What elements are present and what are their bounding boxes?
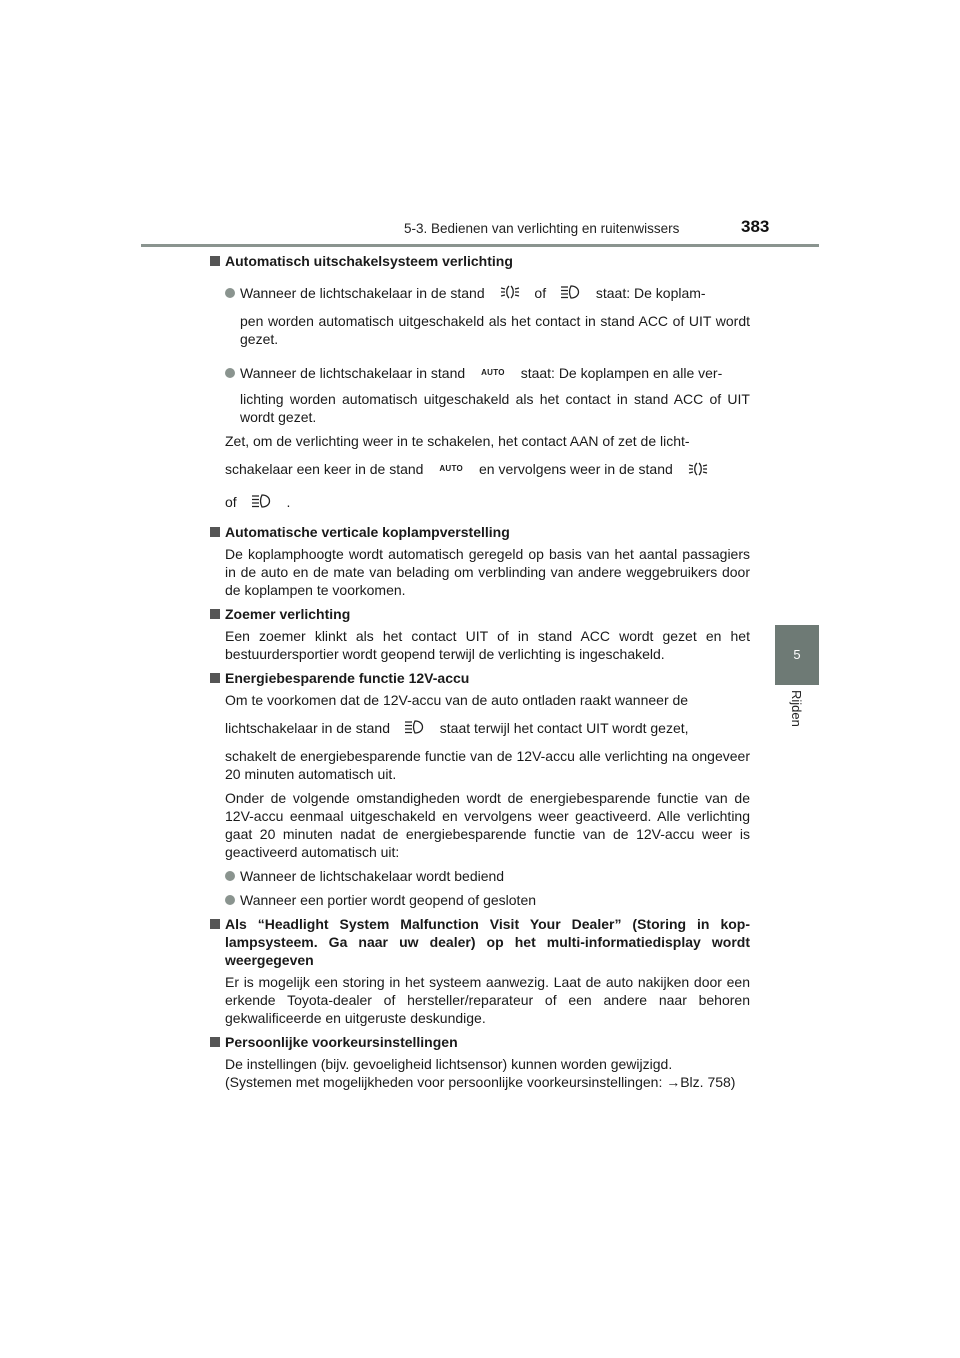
section-heading-auto-off: Automatisch uitschakelsysteem verlichting (210, 252, 750, 270)
bullet-item: Wanneer een portier wordt geopend of gesloten (210, 891, 750, 909)
paragraph: Een zoemer klinkt als het contact UIT of in stand ACC wordt gezet en het bestuurdersportier wordt geopend terwijl de verlichting is ingeschakeld. (225, 627, 750, 662)
paragraph: Zet, om de verlichting weer in te schakelen, het contact AAN of zet de licht- (225, 433, 690, 450)
heading-square-icon (210, 527, 220, 537)
parking-lights-icon (499, 284, 521, 304)
chapter-side-label (786, 690, 806, 750)
paragraph: lichtschakelaar in de stand staat terwijl het contact UIT wordt gezet, (210, 719, 750, 739)
heading-square-icon (210, 609, 220, 619)
paragraph: Er is mogelijk een storing in het systeem aanwezig. Laat de auto nakijken door een erkende Toyota-dealer of hersteller/reparateur of een andere naar behoren gekwalificeerde en uitgeruste deskundige. (225, 974, 750, 1027)
chapter-tab-number: 5 (793, 647, 801, 662)
bullet-dot-icon (225, 368, 235, 378)
page-number: 383 (741, 217, 770, 236)
chapter-name: Rijden (789, 690, 804, 727)
auto-icon: AUTO (439, 464, 464, 474)
header-section-title: 5-3. Bedienen van verlichting en ruitenwissers (404, 221, 680, 236)
heading-square-icon (210, 1037, 220, 1047)
heading-square-icon (210, 256, 220, 266)
heading-square-icon (210, 673, 220, 683)
bullet-dot-icon (225, 871, 235, 881)
page-content (210, 252, 750, 1097)
paragraph: schakelaar een keer in de stand $^{AUTO}$ en vervolgens weer in de stand (210, 460, 750, 480)
section-heading-leveling: Automatische verticale koplampverstelling (210, 523, 750, 541)
chapter-tab (775, 625, 819, 685)
headlight-icon (560, 284, 582, 304)
headlight-icon (251, 493, 273, 513)
section-heading-malfunction: Als “Headlight System Malfunction Visit Your Dealer” (Storing in kop-lampsysteem. Ga naar uw dealer) op het multi-informatiedisplay wordt weergegeven (210, 915, 750, 969)
headlight-icon (404, 719, 426, 739)
bullet-dot-icon (225, 895, 235, 905)
bullet-dot-icon (225, 288, 235, 298)
paragraph: De koplamphoogte wordt automatisch geregeld op basis van het aantal passagiers in de auto en de mate van belading om verblinding van andere weggebruikers door de koplampen te voorkomen. (225, 545, 750, 598)
section-heading-buzzer: Zoemer verlichting (210, 605, 750, 623)
paragraph: (Systemen met mogelijkheden voor persoonlijke voorkeursinstellingen: →Blz. 758) (225, 1074, 736, 1091)
auto-icon: AUTO (481, 368, 505, 378)
heading-square-icon (210, 919, 220, 929)
section-heading-customization: Persoonlijke voorkeursinstellingen (210, 1033, 750, 1051)
paragraph: schakelt de energiebesparende functie van de 12V-accu alle verlichting na ongeveer 20 minuten automatisch uit. (225, 748, 750, 783)
paragraph: of . (210, 493, 750, 513)
paragraph: Onder de volgende omstandigheden wordt de energiebesparende functie van de 12V-accu eenmaal uitgeschakeld en vervolgens weer geactiveerd. Alle verlichting gaat 20 minuten nadat de energiebesparende functie van de 12V-accu weer is geactiveerd automatisch uit: (225, 790, 750, 861)
paragraph: De instellingen (bijv. gevoeligheid lichtsensor) kunnen worden gewijzigd. (225, 1056, 673, 1073)
bullet-item: Wanneer de lichtschakelaar in stand $^{AUTO}$ staat: De koplampen en alle ver- lichting worden automatisch uitgeschakeld als het contact in stand ACC of UIT wordt gezet. (210, 364, 750, 426)
section-heading-battery-saver: Energiebesparende functie 12V-accu (210, 669, 750, 687)
bullet-item: Wanneer de lichtschakelaar in de stand of staat: De koplam- pen worden automatisch uitgeschakeld als het contact in stand ACC of UIT wordt gezet. (210, 284, 750, 348)
header-divider (141, 244, 819, 247)
parking-lights-icon (687, 461, 709, 481)
paragraph: Om te voorkomen dat de 12V-accu van de auto ontladen raakt wanneer de (225, 691, 689, 708)
bullet-item: Wanneer de lichtschakelaar wordt bediend (210, 867, 750, 885)
